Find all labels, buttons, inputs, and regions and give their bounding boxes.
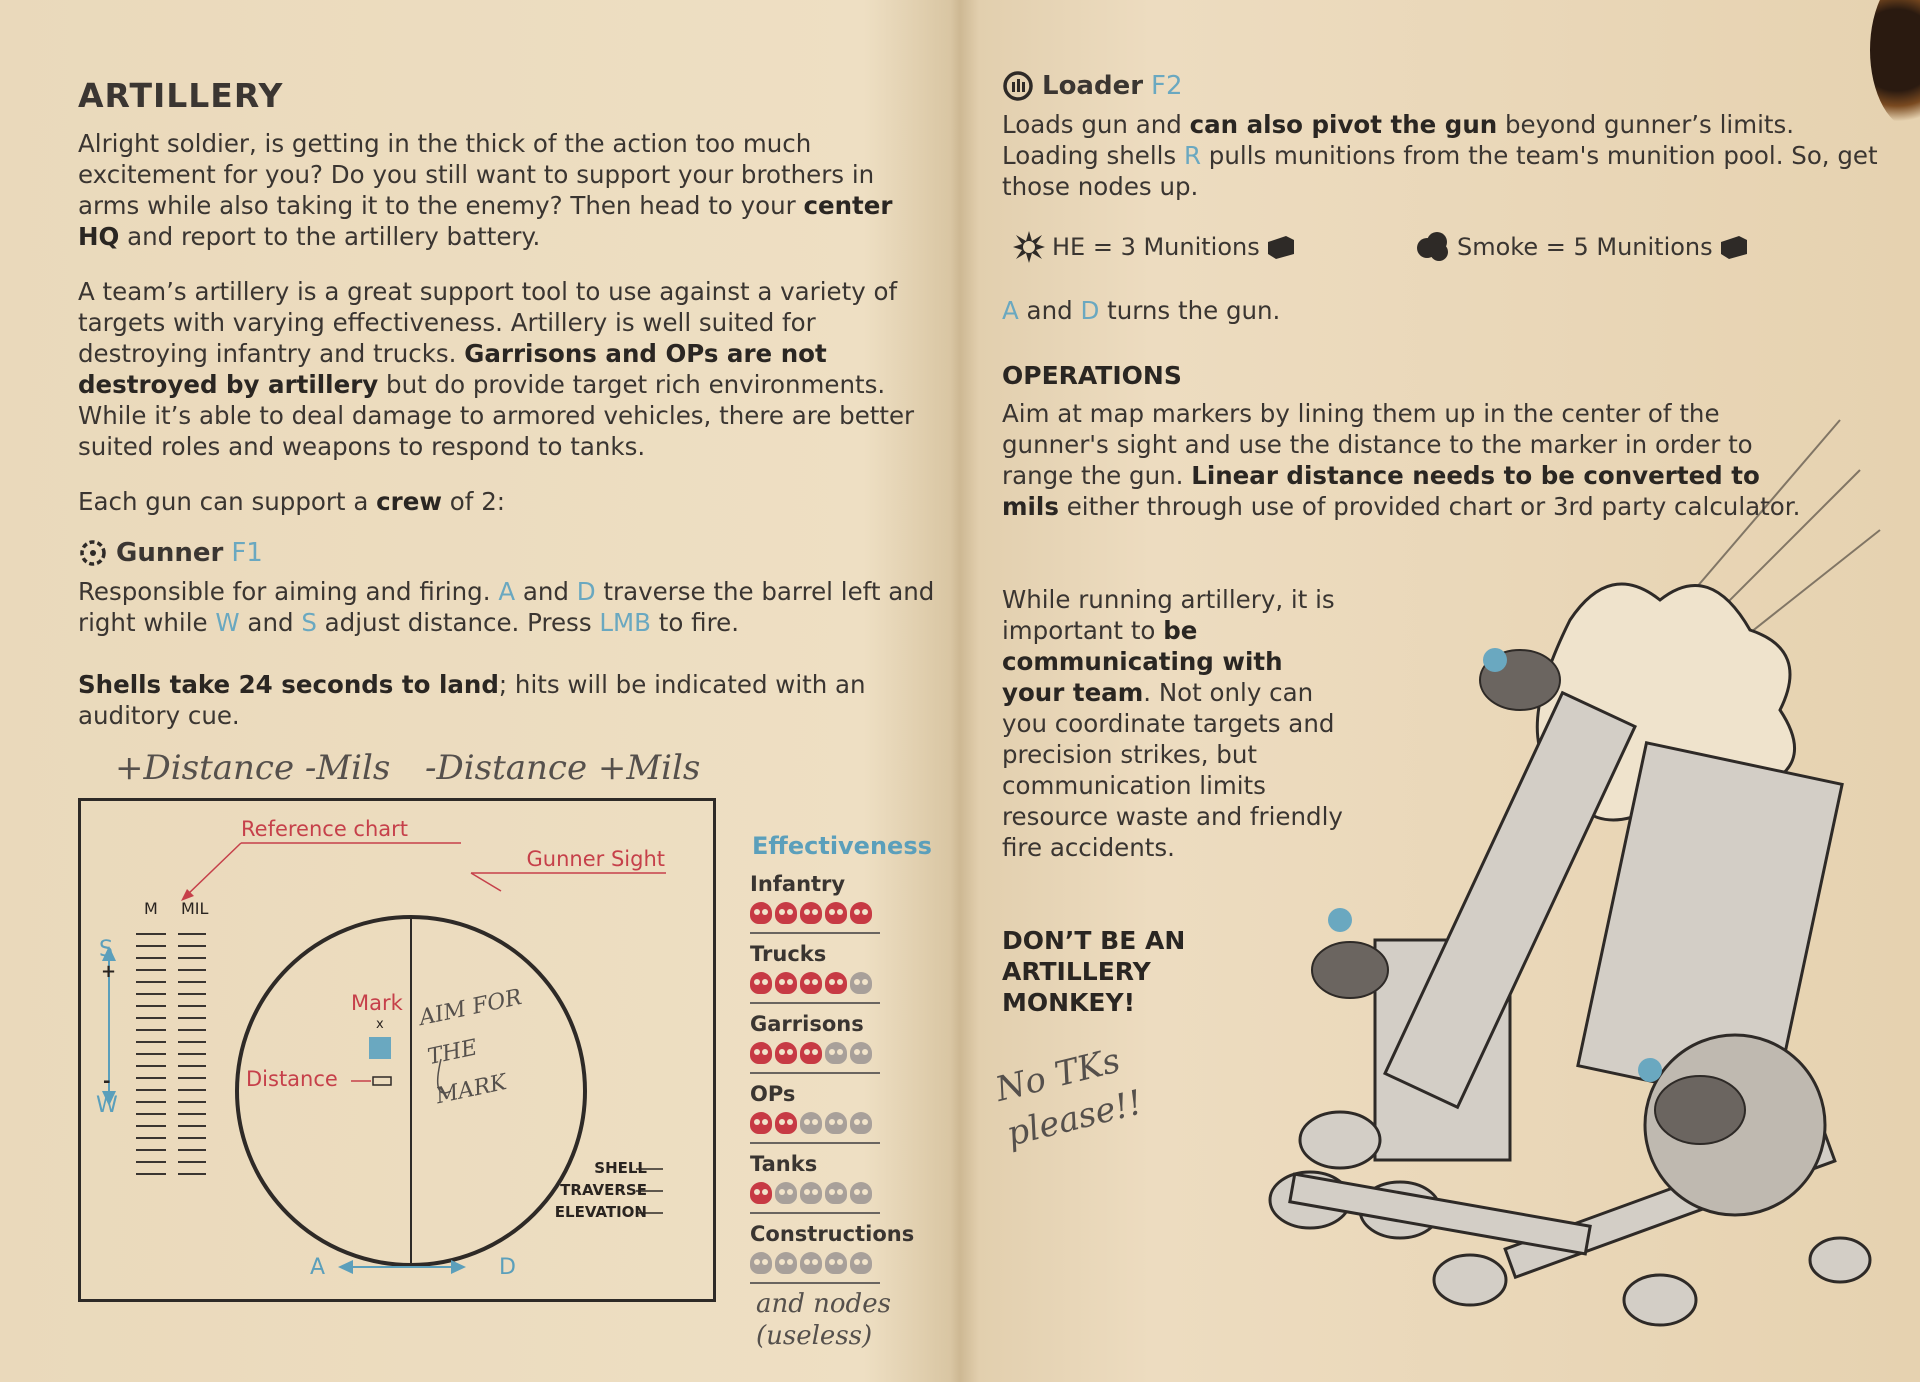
effectiveness-divider: [750, 1142, 880, 1144]
effectiveness-title: Effectiveness: [752, 832, 932, 860]
mark-x: x: [376, 1017, 384, 1032]
right-page: [960, 0, 1920, 1382]
skull-icon: [750, 972, 772, 994]
d-key-label: D: [499, 1255, 516, 1280]
turns-gun-text: A and D turns the gun.: [1002, 296, 1281, 325]
skull-icon: [850, 902, 872, 924]
effectiveness-divider: [750, 932, 880, 934]
skull-icon: [800, 1112, 822, 1134]
effectiveness-divider: [750, 1282, 880, 1284]
skull-icon: [825, 1112, 847, 1134]
minus-sign: -: [103, 1071, 111, 1092]
operations-text: Aim at map markers by lining them up in the center of the gunner's sight and use the distance to the marker in order to range the gun. Linear distance needs to be converted to mils either through use of provided chart or 3rd party calculator.: [1002, 399, 1801, 521]
loader-key: F2: [1151, 71, 1183, 101]
effectiveness-label: Trucks: [750, 942, 827, 966]
he-label: HE = 3 Munitions: [1052, 233, 1260, 261]
gunner-gear-icon: [78, 538, 108, 568]
skull-icon: [775, 1112, 797, 1134]
intro-paragraph: Alright soldier, is getting in the thick of the action too much excitement for you? Do you still want to support your brothers in arms while also taking it to the enemy? Then head to your center HQ and report to the artillery battery.: [78, 129, 893, 251]
chart-col-mil: MIL: [181, 899, 209, 918]
skull-icon: [800, 902, 822, 924]
skull-icon: [775, 1042, 797, 1064]
no-tks-note: No TKs please!!: [991, 1040, 1147, 1155]
skull-icon: [825, 902, 847, 924]
skull-icon: [800, 1042, 822, 1064]
skull-icon: [750, 1252, 772, 1274]
effectiveness-label: Garrisons: [750, 1012, 864, 1036]
smoke-cost: [1415, 230, 1749, 264]
gunner-description: Responsible for aiming and firing. A and D traverse the barrel left and right while W and S adjust distance. Press LMB to fire.: [78, 577, 935, 637]
effectiveness-divider: [750, 1212, 880, 1214]
gunner-heading: [78, 538, 263, 568]
effectiveness-rating: [750, 902, 872, 924]
crew-paragraph: Each gun can support a crew of 2:: [78, 487, 506, 516]
plus-sign: +: [101, 961, 117, 982]
skull-icon: [850, 1252, 872, 1274]
chart-col-m: M: [144, 899, 158, 918]
left-page: [0, 0, 955, 1382]
skull-icon: [750, 1112, 772, 1134]
gunner-sight-label: Gunner Sight: [526, 847, 665, 871]
nodes-useless-note: and nodes (useless): [756, 1289, 891, 1351]
gunner-key: F1: [231, 538, 263, 568]
loader-heading: [1002, 70, 1183, 102]
skull-icon: [850, 1182, 872, 1204]
handwritten-distance-left: +Distance -Mils: [115, 748, 391, 788]
s-key-label: S: [99, 937, 113, 962]
he-explosion-icon: [1012, 230, 1046, 264]
skull-icon: [850, 1112, 872, 1134]
skull-icon: [825, 1042, 847, 1064]
skull-icon: [750, 1182, 772, 1204]
a-key-label: A: [310, 1255, 326, 1280]
skull-icon: [775, 972, 797, 994]
effectiveness-label: Constructions: [750, 1222, 915, 1246]
loader-shell-icon: [1002, 70, 1034, 102]
skull-icon: [825, 972, 847, 994]
he-cost: [1012, 230, 1296, 264]
artillery-monkey-illustration: [1140, 380, 1900, 1380]
effectiveness-divider: [750, 1072, 880, 1074]
legend-elevation: ELEVATION: [554, 1203, 647, 1221]
gunner-label: Gunner: [116, 538, 224, 568]
skull-icon: [850, 1042, 872, 1064]
distance-label: Distance: [246, 1067, 338, 1091]
effectiveness-rating: [750, 1112, 872, 1134]
loader-label: Loader: [1042, 71, 1144, 101]
skull-icon: [775, 902, 797, 924]
operations-title: OPERATIONS: [1002, 361, 1182, 390]
page-title: ARTILLERY: [78, 76, 284, 115]
mark-label: Mark: [351, 991, 403, 1015]
skull-icon: [775, 1252, 797, 1274]
effectiveness-label: Tanks: [750, 1152, 818, 1176]
munition-crate-icon: [1719, 234, 1749, 260]
legend-traverse: TRAVERSE: [560, 1181, 647, 1199]
effectiveness-rating: [750, 1042, 872, 1064]
reference-chart-label: Reference chart: [241, 817, 409, 841]
skull-icon: [750, 902, 772, 924]
effectiveness-rating: [750, 1182, 872, 1204]
skull-icon: [825, 1252, 847, 1274]
legend-shell: SHELL: [594, 1159, 647, 1177]
skull-icon: [775, 1182, 797, 1204]
effectiveness-paragraph: A team’s artillery is a great support tool to use against a variety of targets with varying effectiveness. Artillery is well suited for destroying infantry and trucks. Garrisons and OPs are not destroyed by artillery but do provide target rich environments. While it’s able to deal damage to armored vehicles, there are better suited roles and weapons to respond to tanks.: [78, 277, 915, 461]
w-key-label: W: [96, 1093, 118, 1118]
effectiveness-label: Infantry: [750, 872, 846, 896]
smoke-label: Smoke = 5 Munitions: [1457, 233, 1713, 261]
skull-icon: [800, 1252, 822, 1274]
effectiveness-divider: [750, 1002, 880, 1004]
effectiveness-label: OPs: [750, 1082, 796, 1106]
munition-crate-icon: [1266, 234, 1296, 260]
skull-icon: [825, 1182, 847, 1204]
smoke-cloud-icon: [1415, 230, 1451, 264]
effectiveness-rating: [750, 1252, 872, 1274]
artillery-monkey-callout: DON’T BE AN ARTILLERY MONKEY!: [1002, 926, 1186, 1017]
effectiveness-rating: [750, 972, 872, 994]
mil-chart-ticks: [136, 923, 206, 1179]
skull-icon: [750, 1042, 772, 1064]
handwritten-distance-right: -Distance +Mils: [425, 748, 701, 788]
gunner-sight-diagram: [78, 798, 716, 1302]
loader-description: Loads gun and can also pivot the gun beyond gunner’s limits. Loading shells R pulls munitions from the team's munition pool. So, get those nodes up.: [1002, 110, 1878, 201]
skull-icon: [800, 972, 822, 994]
shells-note: Shells take 24 seconds to land; hits will be indicated with an auditory cue.: [78, 670, 866, 730]
communication-text: While running artillery, it is important to be communicating with your team. Not only can you coordinate targets and precision strikes, but communication limits resource waste and friendly fire accidents.: [1002, 585, 1343, 862]
skull-icon: [800, 1182, 822, 1204]
aim-for-mark-note: AIM FOR THE MARK: [417, 984, 525, 1110]
skull-icon: [850, 972, 872, 994]
